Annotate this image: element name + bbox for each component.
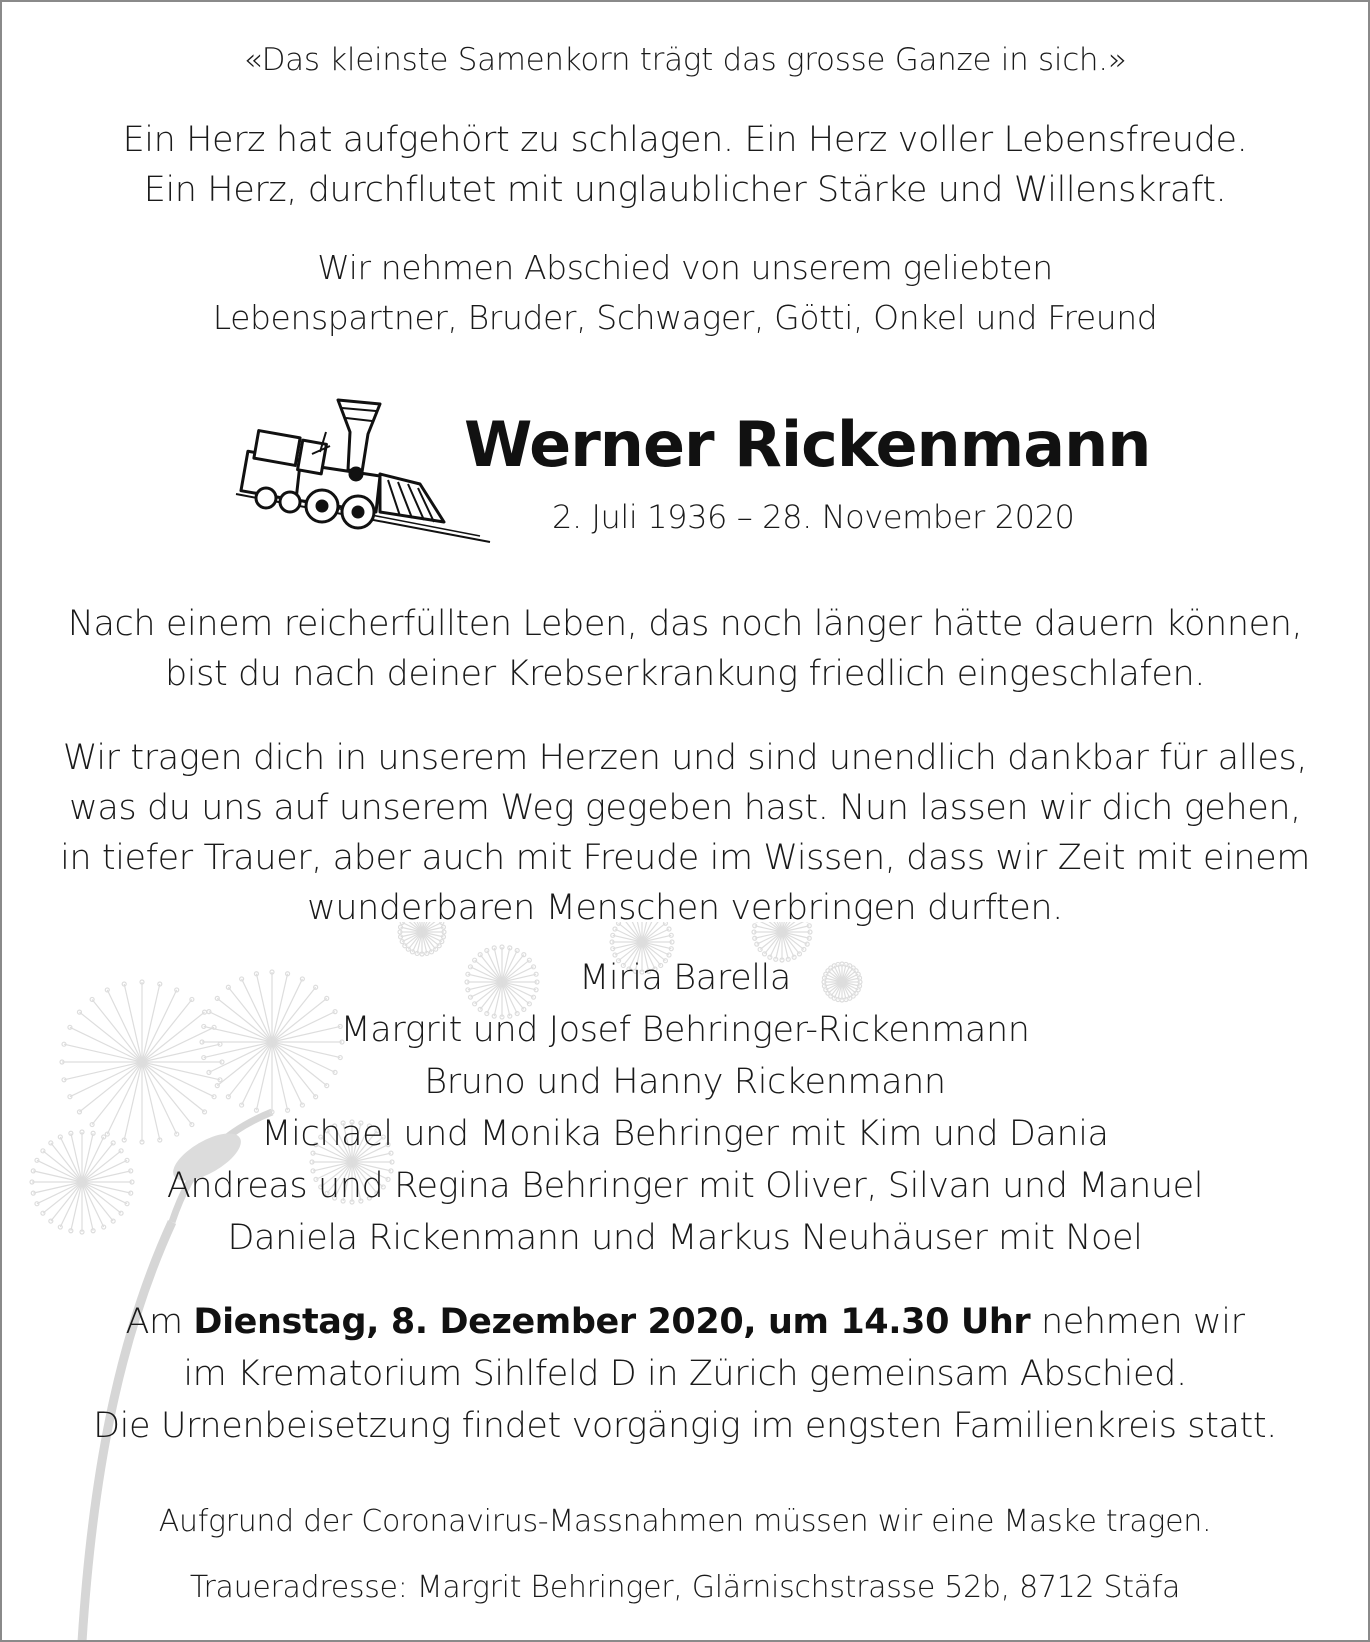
ceremony-line-3: Die Urnenbeisetzung findet vorgängig im engsten Familienkreis statt. (93, 1406, 1277, 1446)
tribute-2-line-3: in tiefer Trauer, aber auch mit Freude im Wissen, dass wir Zeit mit einem (60, 838, 1310, 878)
mourner-1: Miria Barella (579, 958, 791, 998)
mask-notice: Aufgrund der Coronavirus-Massnahmen müssen wir eine Maske tragen. (158, 1504, 1212, 1539)
deceased-name: Werner Rickenmann (464, 408, 1151, 481)
steam-locomotive-icon (230, 394, 498, 550)
mourning-address: Traueradresse: Margrit Behringer, Glärnischstrasse 52b, 8712 Stäfa (189, 1570, 1181, 1605)
ceremony-prefix: Am (125, 1302, 183, 1342)
ceremony-line-2: im Krematorium Sihlfeld D in Zürich gemeinsam Abschied. (183, 1354, 1187, 1394)
farewell-line-2: Lebenspartner, Bruder, Schwager, Götti, Onkel und Freund (212, 298, 1158, 337)
farewell-line-1: Wir nehmen Abschied von unserem geliebten (317, 248, 1053, 287)
tribute-2-line-4: wunderbaren Menschen verbringen durften. (307, 888, 1063, 928)
mourner-3: Bruno und Hanny Rickenmann (424, 1062, 946, 1102)
mourner-6: Daniela Rickenmann und Markus Neuhäuser mit Noel (227, 1218, 1143, 1258)
opening-quote: «Das kleinste Samenkorn trägt das grosse Ganze in sich.» (243, 42, 1127, 78)
mourner-2: Margrit und Josef Behringer-Rickenmann (340, 1010, 1030, 1050)
ceremony-line-1 (2, 1302, 1368, 1342)
mourner-4: Michael und Monika Behringer mit Kim und Dania (261, 1114, 1109, 1154)
intro-line-2: Ein Herz, durchflutet mit unglaublicher Stärke und Willenskraft. (143, 170, 1227, 210)
tribute-2-line-1: Wir tragen dich in unserem Herzen und sind unendlich dankbar für alles, (62, 738, 1308, 778)
life-dates: 2. Juli 1936 – 28. November 2020 (552, 498, 1075, 536)
ceremony-datetime: Dienstag, 8. Dezember 2020, um 14.30 Uhr (193, 1302, 1031, 1342)
intro-line-1: Ein Herz hat aufgehört zu schlagen. Ein Herz voller Lebensfreude. (122, 120, 1248, 160)
ceremony-suffix: nehmen wir (1040, 1302, 1245, 1342)
tribute-1-line-1: Nach einem reicherfüllten Leben, das noch länger hätte dauern können, (67, 604, 1303, 644)
tribute-1-line-2: bist du nach deiner Krebserkrankung friedlich eingeschlafen. (164, 654, 1206, 694)
mourner-5: Andreas und Regina Behringer mit Oliver, Silvan und Manuel (166, 1166, 1204, 1206)
tribute-2-line-2: was du uns auf unserem Weg gegeben hast. Nun lassen wir dich gehen, (69, 788, 1301, 828)
